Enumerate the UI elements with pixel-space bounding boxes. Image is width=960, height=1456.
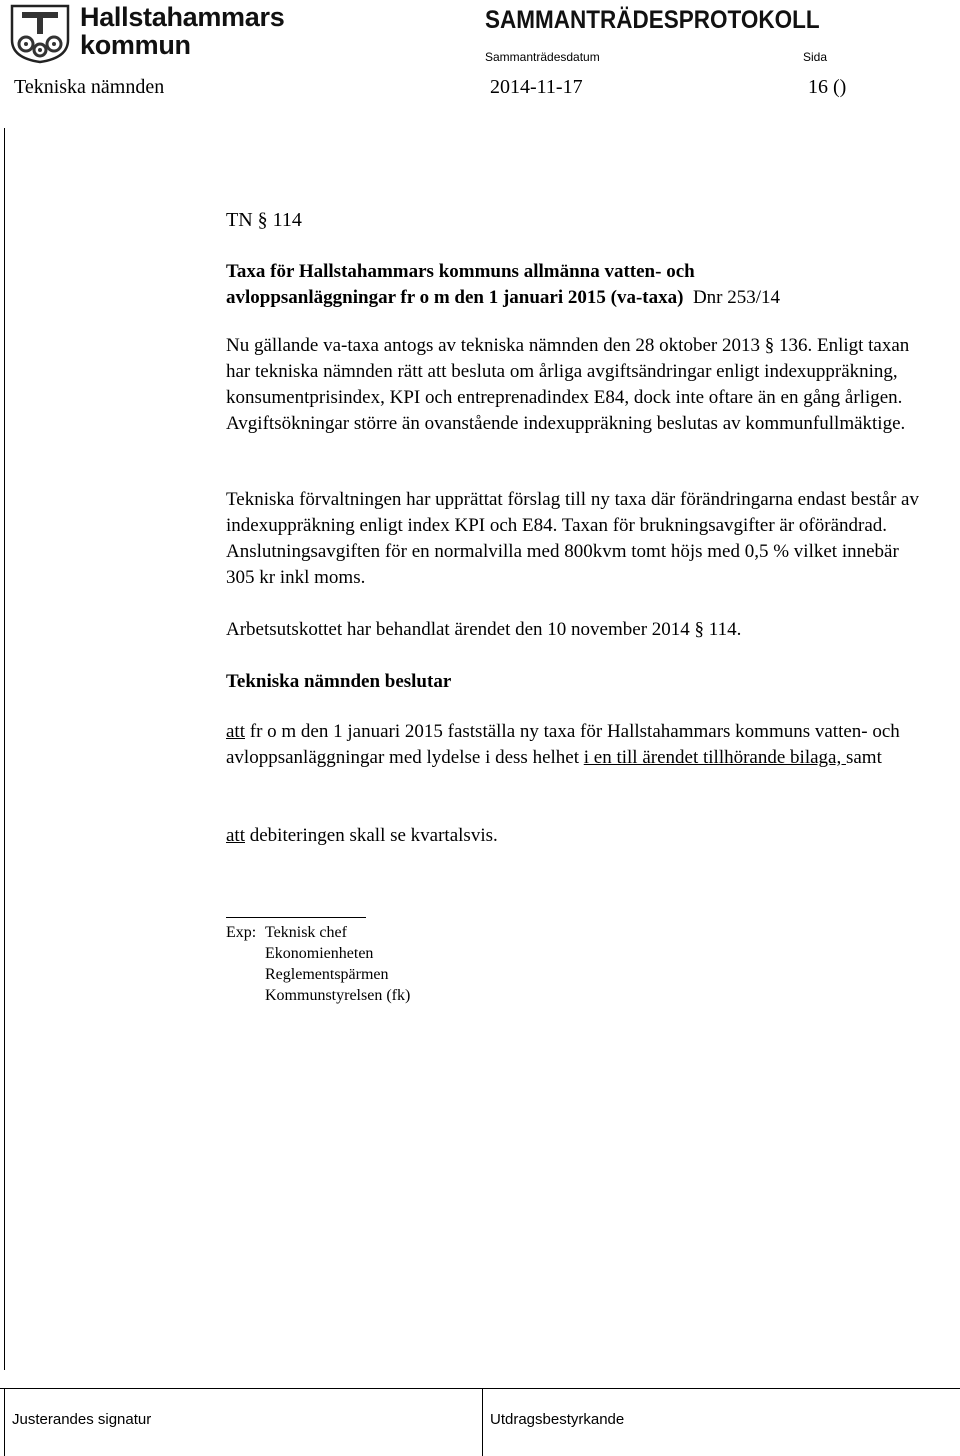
document-type: SAMMANTRÄDESPROTOKOLL [485, 6, 820, 34]
footer-divider-rule [482, 1388, 483, 1456]
meeting-date-label: Sammanträdesdatum [485, 50, 600, 64]
org-name-line2: kommun [80, 30, 191, 60]
paragraph-committee-review: Arbetsutskottet har behandlat ärendet den 10 november 2014 § 114. [226, 619, 742, 640]
footer-left-rule [4, 1388, 5, 1456]
decision-heading: Tekniska nämnden beslutar [226, 671, 452, 692]
expedition-recipient: Ekonomienheten [265, 945, 374, 962]
expedition-rule [226, 917, 366, 918]
case-title-line2-text: avloppsanläggningar fr o m den 1 januari 2015 (va-taxa) [226, 287, 684, 308]
diary-number: Dnr 253/14 [692, 287, 781, 308]
decision-item-1-att: att [226, 721, 245, 742]
footer-rule [0, 1388, 960, 1389]
expedition-label: Exp: [226, 924, 257, 941]
expedition-recipient: Kommunstyrelsen (fk) [265, 987, 411, 1004]
case-title-line2 [226, 285, 932, 311]
committee-name: Tekniska nämnden [14, 76, 165, 98]
expedition-recipient: Reglementspärmen [265, 966, 389, 983]
decision-item-1 [226, 719, 932, 771]
page-number: 16 () [808, 76, 847, 98]
decision-item-2-att: att [226, 825, 245, 846]
case-number: TN § 114 [226, 209, 302, 231]
page-label: Sida [803, 50, 828, 64]
left-margin-rule [4, 128, 5, 1370]
decision-item-2 [226, 823, 932, 849]
paragraph-background: Nu gällande va-taxa antogs av tekniska nämnden den 28 oktober 2013 § 136. Enligt taxan har tekniska nämnden rätt att besluta om årliga avgiftsändringar enligt indexuppräkning, konsumentprisindex, KPI och entreprenadindex E84, dock inte oftare än en gång årligen. Avgiftsökningar större än ovanstående indexuppräkning beslutas av kommunfullmäktige. [226, 335, 910, 434]
org-name-line1: Hallstahammars [80, 2, 285, 32]
expedition-recipient: Teknisk chef [265, 924, 347, 941]
decision-item-1-text: fr o m den 1 januari 2015 fastställa ny taxa för Hallstahammars kommuns vatten- och avloppsanläggningar med lydelse i dess helhet [226, 721, 900, 768]
signature-label: Justerandes signatur [12, 1411, 152, 1428]
decision-item-1-end: samt [845, 747, 882, 768]
case-title-line1: Taxa för Hallstahammars kommuns allmänna vatten- och [226, 261, 695, 282]
decision-item-2-text: debiteringen skall se kvartalsvis. [245, 825, 498, 846]
decision-item-1-attachment-ref: i en till ärendet tillhörande bilaga, [583, 747, 846, 768]
meeting-date: 2014-11-17 [490, 76, 583, 98]
paragraph-proposal: Tekniska förvaltningen har upprättat förslag till ny taxa där förändringarna endast består av indexuppräkning enligt index KPI och E84. Taxan för brukningsavgifter är oförändrad. Anslutningsavgiften för en normalvilla med 800kvm tomt höjs med 0,5 % vilket innebär 305 kr inkl moms. [226, 489, 919, 588]
certificate-label: Utdragsbestyrkande [490, 1411, 625, 1428]
coat-of-arms-icon [8, 4, 72, 64]
